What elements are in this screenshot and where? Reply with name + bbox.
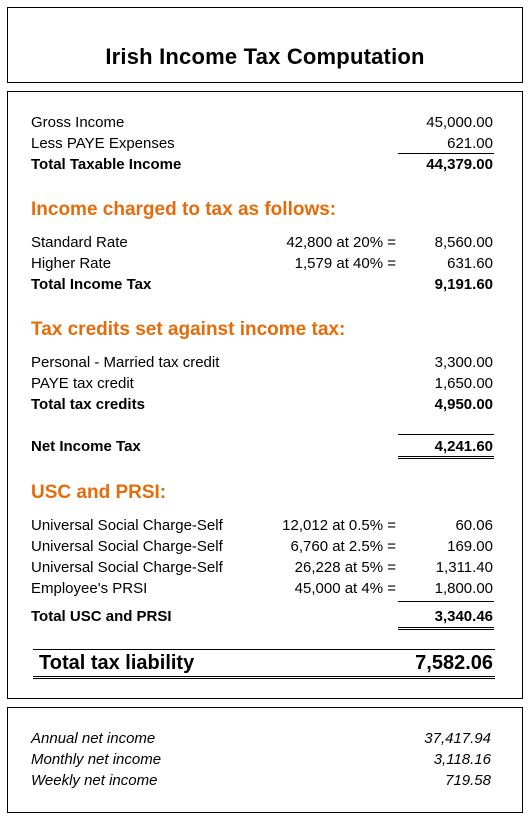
standard-rate-row [31, 234, 493, 255]
double-underline [33, 676, 495, 677]
standard-rate-label: Standard Rate [31, 234, 128, 251]
monthly-net-income-label: Monthly net income [31, 751, 162, 768]
usc-row [31, 538, 493, 559]
total-tax-credits-label: Total tax credits [31, 396, 145, 413]
total-income-tax-row [31, 276, 493, 297]
total-taxable-income-amount: 44,379.00 [426, 156, 493, 173]
total-tax-credits-row [31, 396, 493, 417]
monthly-net-income-amount: 3,118.16 [433, 751, 491, 768]
total-usc-prsi-amount: 3,340.46 [434, 608, 493, 625]
double-underline [398, 627, 494, 628]
net-income-tax-amount: 4,241.60 [434, 438, 493, 455]
page-title: Irish Income Tax Computation [105, 44, 425, 69]
gross-income-row [31, 114, 493, 135]
total-usc-prsi-label: Total USC and PRSI [31, 608, 172, 625]
personal-credit-amount: 3,300.00 [434, 354, 493, 371]
income-charged-heading: Income charged to tax as follows: [31, 199, 337, 220]
annual-net-income-label: Annual net income [31, 730, 156, 747]
paye-expenses-amount: 621.00 [447, 135, 493, 152]
usc-row-calc: 12,012 at 0.5% = [282, 517, 396, 534]
usc-row-calc: 26,228 at 5% = [294, 559, 396, 576]
standard-rate-calc: 42,800 at 20% = [286, 234, 396, 251]
annual-net-income-row [31, 730, 493, 751]
usc-row-label: Universal Social Charge-Self [31, 559, 223, 576]
divider [398, 434, 494, 435]
divider [33, 649, 495, 650]
prsi-row-amount: 1,800.00 [434, 580, 493, 597]
divider [398, 601, 494, 602]
tax-credits-heading: Tax credits set against income tax: [31, 319, 346, 340]
higher-rate-label: Higher Rate [31, 255, 112, 272]
usc-row-amount: 60.06 [455, 517, 493, 534]
usc-row [31, 517, 493, 538]
paye-credit-amount: 1,650.00 [434, 375, 493, 392]
paye-expenses-label: Less PAYE Expenses [31, 135, 175, 152]
weekly-net-income-label: Weekly net income [31, 772, 158, 789]
paye-credit-row [31, 375, 493, 396]
double-underline [398, 629, 494, 630]
usc-row-label: Universal Social Charge-Self [31, 538, 223, 555]
title-panel [7, 7, 523, 83]
weekly-net-income-amount: 719.58 [445, 772, 491, 789]
gross-income-label: Gross Income [31, 114, 125, 131]
standard-rate-amount: 8,560.00 [434, 234, 493, 251]
total-income-tax-label: Total Income Tax [31, 276, 152, 293]
usc-row-calc: 6,760 at 2.5% = [290, 538, 396, 555]
total-taxable-income-row [31, 156, 493, 177]
total-tax-liability-amount: 7,582.06 [415, 652, 493, 674]
double-underline [398, 458, 494, 459]
divider [398, 153, 494, 154]
weekly-net-income-row [31, 772, 493, 793]
double-underline [398, 456, 494, 457]
usc-row-amount: 169.00 [447, 538, 493, 555]
usc-prsi-heading: USC and PRSI: [31, 482, 167, 503]
monthly-net-income-row [31, 751, 493, 772]
total-income-tax-amount: 9,191.60 [434, 276, 493, 293]
higher-rate-row [31, 255, 493, 276]
usc-row-label: Universal Social Charge-Self [31, 517, 223, 534]
usc-row-amount: 1,311.40 [435, 559, 493, 576]
annual-net-income-amount: 37,417.94 [424, 730, 491, 747]
total-tax-credits-amount: 4,950.00 [434, 396, 493, 413]
prsi-row-label: Employee's PRSI [31, 580, 148, 597]
double-underline [33, 678, 495, 679]
usc-row [31, 559, 493, 580]
total-usc-prsi-row [31, 608, 493, 629]
total-tax-liability-label: Total tax liability [39, 652, 195, 674]
personal-credit-label: Personal - Married tax credit [31, 354, 220, 371]
prsi-row [31, 580, 493, 601]
total-taxable-income-label: Total Taxable Income [31, 156, 182, 173]
net-income-tax-label: Net Income Tax [31, 438, 141, 455]
higher-rate-amount: 631.60 [447, 255, 493, 272]
paye-credit-label: PAYE tax credit [31, 375, 134, 392]
personal-credit-row [31, 354, 493, 375]
higher-rate-calc: 1,579 at 40% = [294, 255, 396, 272]
gross-income-amount: 45,000.00 [426, 114, 493, 131]
prsi-row-calc: 45,000 at 4% = [294, 580, 396, 597]
